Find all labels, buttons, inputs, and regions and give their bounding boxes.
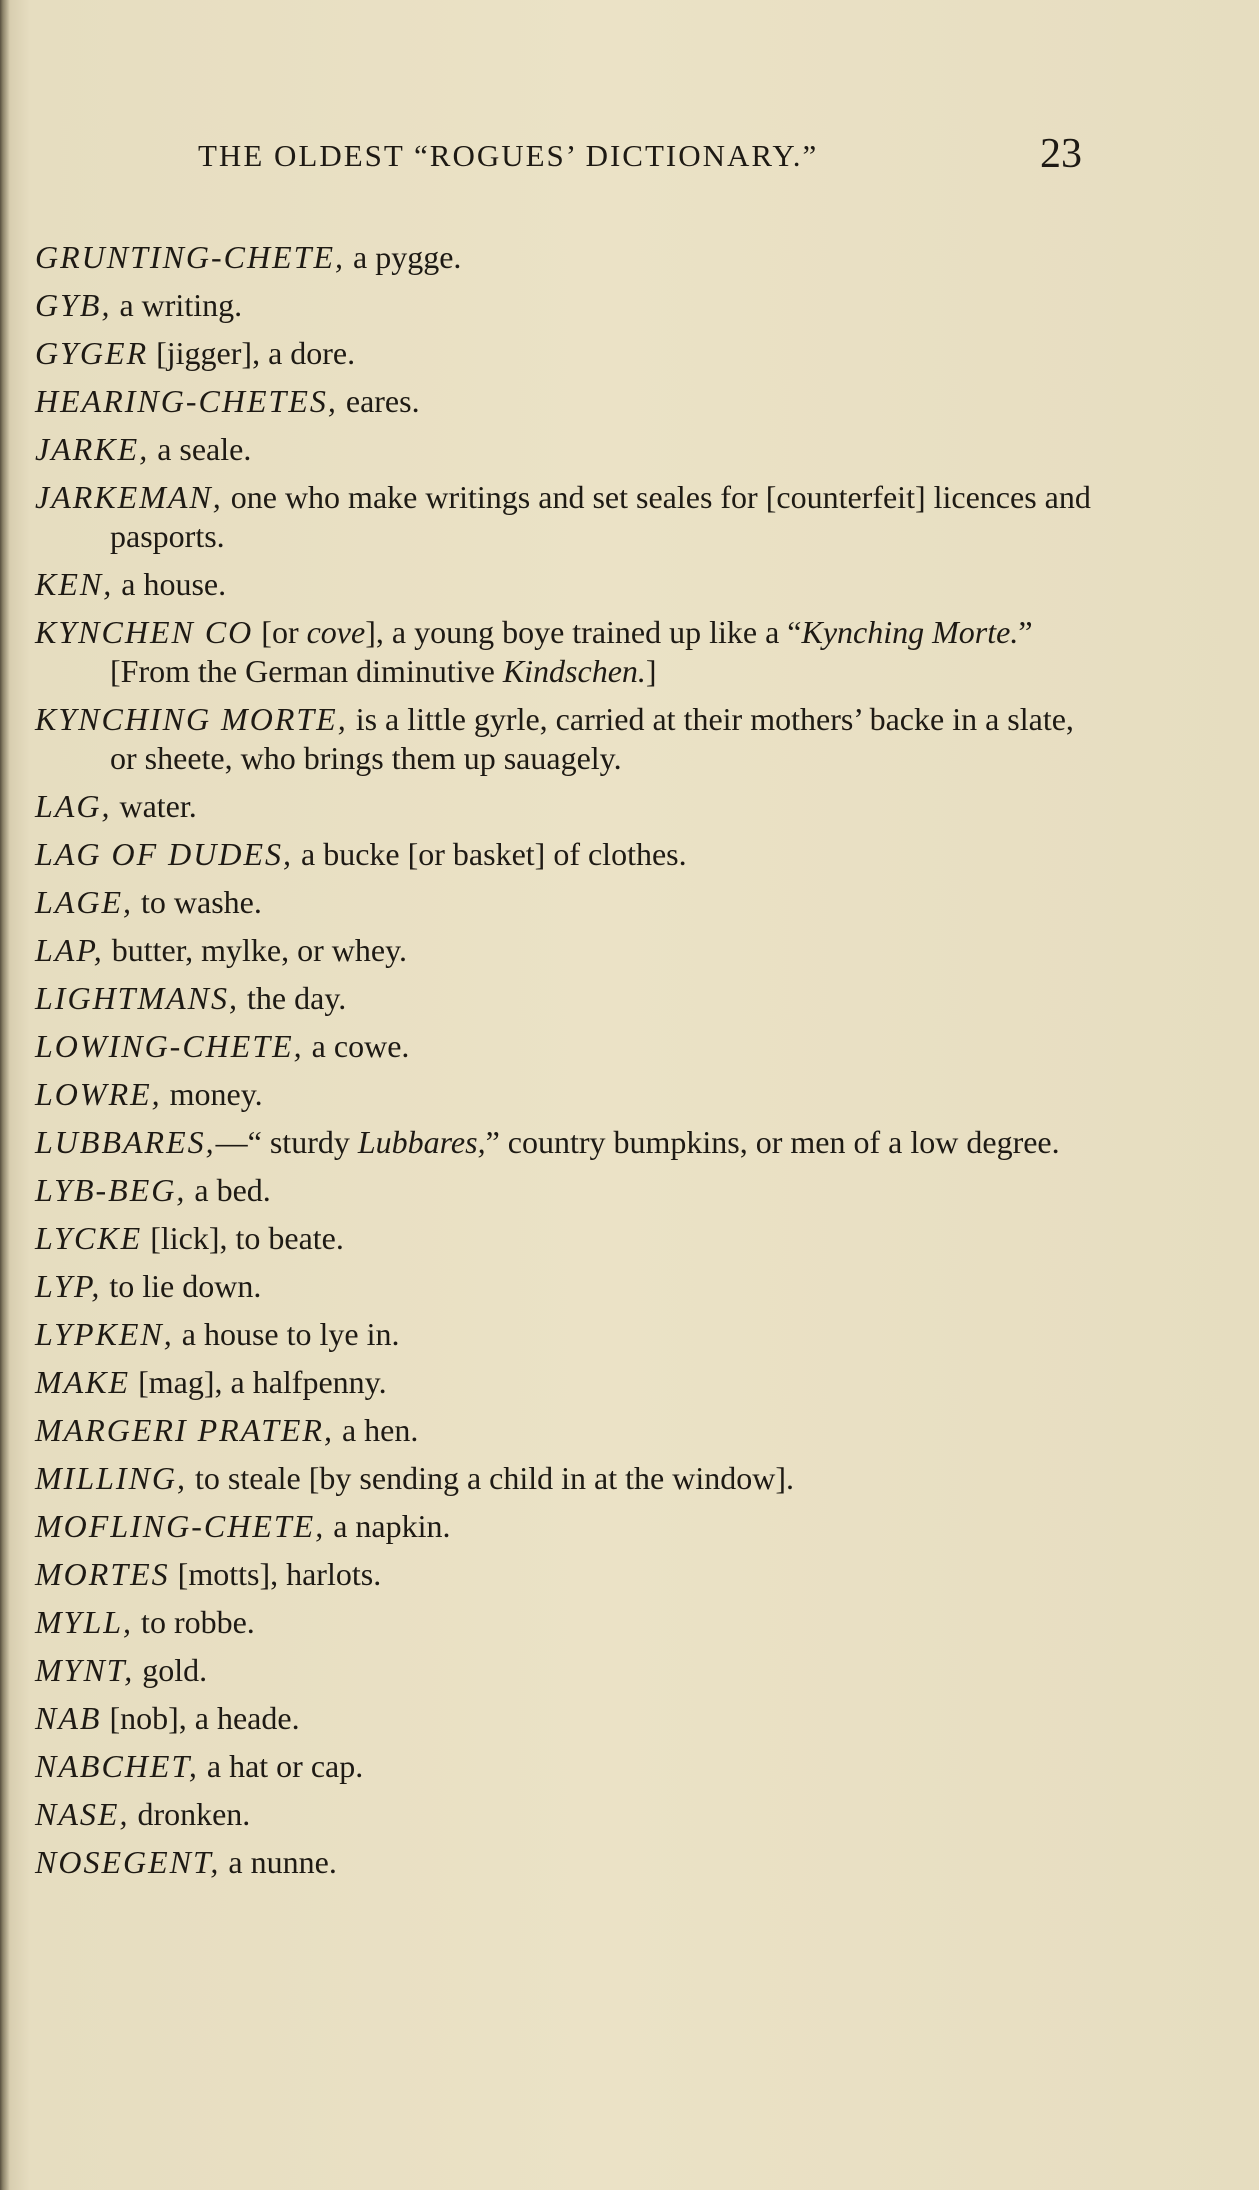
entry-definition: gold. (134, 1652, 208, 1688)
entry-definition: to robbe. (133, 1604, 255, 1640)
dictionary-entry (35, 1363, 1095, 1402)
entry-definition: a seale. (149, 431, 252, 467)
entry-headword: MOFLING-CHETE, (35, 1508, 326, 1544)
page-number: 23 (1040, 131, 1082, 177)
entry-italic-term: Lubbares, (357, 1124, 486, 1160)
entry-definition: water. (111, 788, 197, 824)
entry-headword: GRUNTING-CHETE, (35, 239, 346, 275)
dictionary-entry (35, 334, 1095, 373)
dictionary-entry (35, 1315, 1095, 1354)
entry-headword: LAG OF DUDES, (35, 836, 293, 872)
entry-headword: MORTES (35, 1556, 170, 1592)
entry-headword: LYPKEN, (35, 1316, 174, 1352)
dictionary-entry (35, 1507, 1095, 1546)
dictionary-entry (35, 1747, 1095, 1786)
entry-headword: LYP, (35, 1268, 102, 1304)
dictionary-entry (35, 1219, 1095, 1258)
dictionary-entry (35, 1123, 1095, 1162)
entry-headword: LAGE, (35, 884, 133, 920)
entry-headword: NAB (35, 1700, 102, 1736)
entry-definition: eares. (337, 383, 420, 419)
entry-definition: a pygge. (345, 239, 462, 275)
entry-headword: LOWING-CHETE, (35, 1028, 304, 1064)
dictionary-entry (35, 1699, 1095, 1738)
entry-definition: a hat or cap. (198, 1748, 364, 1784)
entry-definition: a cowe. (303, 1028, 410, 1064)
entry-headword: GYB, (35, 287, 112, 323)
dictionary-entry (35, 382, 1095, 421)
entry-definition: to lie down. (101, 1268, 262, 1304)
entry-definition: money. (161, 1076, 263, 1112)
entry-headword: KYNCHING MORTE, (35, 701, 348, 737)
entry-definition: the day. (239, 980, 347, 1016)
running-title: THE OLDEST “ROGUES’ DICTIONARY.” (198, 138, 819, 173)
dictionary-entry (35, 1171, 1095, 1210)
entry-definition: to washe. (133, 884, 262, 920)
dictionary-entry (35, 238, 1095, 277)
entry-headword: JARKE, (35, 431, 150, 467)
dictionary-entry (35, 1267, 1095, 1306)
entry-headword: NOSEGENT, (35, 1844, 221, 1880)
entry-definition: to steale [by sending a child in at the window]. (187, 1460, 794, 1496)
entry-definition: a writing. (111, 287, 243, 323)
entry-definition: one who make writings and set seales for [counterfeit] licences and pasports. (110, 479, 1091, 554)
dictionary-entry (35, 1603, 1095, 1642)
entry-definition: [motts], harlots. (169, 1556, 382, 1592)
entry-headword: HEARING-CHETES, (35, 383, 338, 419)
entry-definition: [jigger], a dore. (148, 335, 356, 371)
dictionary-entry (35, 430, 1095, 469)
dictionary-entry (35, 787, 1095, 826)
entry-headword: KYNCHEN CO (35, 614, 254, 650)
entry-definition: [or (253, 614, 307, 650)
dictionary-entry (35, 1411, 1095, 1450)
dictionary-entry (35, 931, 1095, 970)
entry-headword: MYNT, (35, 1652, 135, 1688)
dictionary-entry (35, 1651, 1095, 1690)
entry-headword: LIGHTMANS, (35, 980, 240, 1016)
dictionary-entry (35, 286, 1095, 325)
page-header (0, 128, 1259, 188)
entry-headword: MARGERI PRATER, (35, 1412, 334, 1448)
entry-definition: ] (645, 653, 657, 689)
entry-definition: a house to lye in. (173, 1316, 400, 1352)
dictionary-entry (35, 979, 1095, 1018)
entry-headword: GYGER (35, 335, 149, 371)
dictionary-entry (35, 1555, 1095, 1594)
dictionary-entry (35, 835, 1095, 874)
dictionary-entry (35, 1795, 1095, 1834)
entry-definition: a bed. (186, 1172, 271, 1208)
entry-definition: dronken. (129, 1796, 251, 1832)
dictionary-entry (35, 478, 1095, 556)
entry-definition: a nunne. (220, 1844, 337, 1880)
dictionary-entry (35, 1075, 1095, 1114)
entry-italic-term: cove (306, 614, 366, 650)
entry-definition: ” [From the German diminutive (110, 614, 1033, 689)
dictionary-entry (35, 1843, 1095, 1882)
entry-headword: NABCHET, (35, 1748, 199, 1784)
entry-headword: LOWRE, (35, 1076, 162, 1112)
entry-headword: MYLL, (35, 1604, 134, 1640)
entry-definition: [mag], a halfpenny. (130, 1364, 387, 1400)
entry-definition: is a little gyrle, carried at their mothers’ backe in a slate, or sheete, who brings them up sauagely. (110, 701, 1074, 776)
entry-definition: butter, mylke, or whey. (103, 932, 407, 968)
entry-italic-term: Kynching Morte. (801, 614, 1019, 650)
entry-definition: —“ sturdy (215, 1124, 358, 1160)
entry-italic-term: Kindschen. (502, 653, 646, 689)
entry-definition: ], a young boye trained up like a “ (365, 614, 802, 650)
entry-definition: a bucke [or basket] of clothes. (292, 836, 687, 872)
entry-definition: a hen. (333, 1412, 419, 1448)
entry-headword: MILLING, (35, 1460, 188, 1496)
dictionary-entry (35, 1459, 1095, 1498)
dictionary-entry (35, 1027, 1095, 1066)
entry-headword: LYCKE (35, 1220, 143, 1256)
entry-headword: LUBBARES, (35, 1124, 216, 1160)
entry-headword: JARKEMAN, (35, 479, 223, 515)
entry-definition: [nob], a heade. (101, 1700, 300, 1736)
entry-headword: NASE, (35, 1796, 130, 1832)
dictionary-entry (35, 883, 1095, 922)
entry-headword: LAP, (35, 932, 104, 968)
entry-headword: MAKE (35, 1364, 131, 1400)
dictionary-entry (35, 565, 1095, 604)
entry-definition: [lick], to beate. (142, 1220, 344, 1256)
entry-definition: a house. (113, 566, 227, 602)
entry-headword: LYB-BEG, (35, 1172, 187, 1208)
dictionary-entry (35, 700, 1095, 778)
dictionary-entry (35, 613, 1095, 691)
entry-headword: KEN, (35, 566, 114, 602)
entry-definition: ” country bumpkins, or men of a low degree. (485, 1124, 1060, 1160)
entry-definition: a napkin. (325, 1508, 451, 1544)
entry-headword: LAG, (35, 788, 112, 824)
dictionary-entries (35, 238, 1095, 1891)
